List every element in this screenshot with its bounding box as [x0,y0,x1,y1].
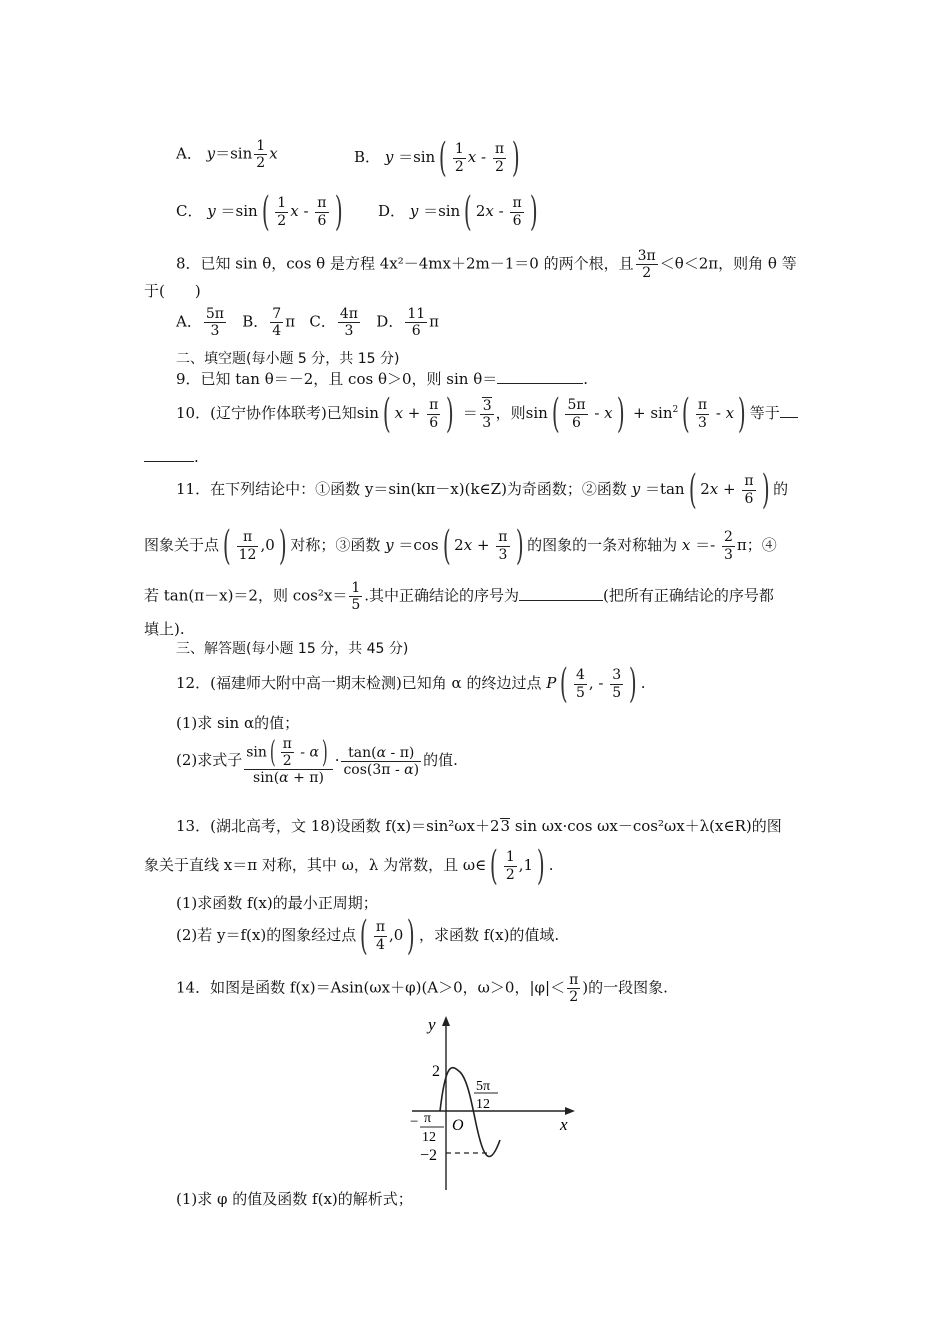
neg-tick-minus: − [410,1114,419,1130]
q13-part2: (2)若 y＝f(x)的图象经过点( $\frac{\pi}{4}$ ,0) ，求函数 f(x)的值域. [176,913,560,959]
neg-tick-num: π [424,1111,432,1126]
q14-part1: (1)求 φ 的值及函数 f(x)的解析式； [176,1190,413,1208]
q8-line2: 于( ) [144,282,201,300]
pos-tick-num: 5π [476,1079,491,1094]
sine-graph-figure [400,1010,590,1194]
q14-stem: 14．如图是函数 f(x)＝Asin(ωx＋φ)(A＞0，ω＞0，|φ|＜ $\frac{\pi}{2}$ )的一段图象. [176,972,668,1006]
ymax-label: 2 [432,1063,440,1080]
q12-part1: (1)求 sin α的值； [176,714,300,732]
q10-line2: . [144,450,199,465]
ymin-label: −2 [420,1147,438,1164]
q12-stem: 12．(福建师大附中高一期末检测)已知角 α 的终边过点 P( $\frac{4}{5}$ , - $\frac{3}{5}$ ) . [176,661,646,707]
q13-part1: (1)求函数 f(x)的最小正周期； [176,894,378,912]
section-2-heading: 二、填空题(每小题 5 分，共 15 分) [176,351,400,367]
q8-line1: 8．已知 sin θ，cos θ 是方程 4x²－4mx＋2m－1＝0 的两个根，且 $\frac{3\pi}{2}$ ＜θ＜2π，则角 θ 等 [176,248,797,282]
q7-option-d: D． y ＝sin( 2x - $\frac{\pi}{6}$ ) [378,189,538,235]
q10-line1: 10．(辽宁协作体联考)已知sin( x + $\frac{\pi}{6}$ ) ＝ $\frac{3}{3}$ ，则sin( $\frac{5\pi}{6}$ - $x) + \sin^2$( $\frac{\pi}{3}$ - x) 等于 [176,394,798,434]
q7-option-a: A． y＝sin $\frac{1}{2}$ x [176,138,278,172]
q13-line1: 13．(湖北高考，文 18)设函数 f(x)＝sin²ωx＋23 sin ωx·cos ωx－cos²ωx＋λ(x∈R)的图 [176,817,782,835]
q8-options: A． $\frac{5\pi}{3}$ B． $\frac{7}{4}$ π C． $\frac{4\pi}{3}$ D． $\frac{11}{6}$ π [176,306,440,340]
q7-option-b: B． y ＝sin( $\frac{1}{2}$ x - $\frac{\pi}{2}$ ) [354,135,520,181]
x-axis-arrow [565,1107,575,1115]
x-axis-label: x [560,1115,568,1134]
q11-line2: 图象关于点( $\frac{\pi}{12}$ ,0) 对称；③函数 y ＝cos( 2x + $\frac{\pi}{3}$ ) 的图象的一条对称轴为 x ＝- $\frac{2}{3}$ π；④ [144,523,777,569]
y-axis-label: y [428,1015,436,1034]
origin-label: O [452,1117,464,1134]
q7-option-c: C． y ＝sin( $\frac{1}{2}$ x - $\frac{\pi}{6}$ ) [176,189,343,235]
q12-part2: (2)求式子 sin( $\frac{\pi}{2}$ - α) sin(α + π) · $\frac{\tan(\alpha - \pi)}{\cos(3\pi - \alpha)}$ 的值. [176,734,458,787]
pos-tick-den: 12 [476,1097,490,1112]
q13-line2: 象关于直线 x＝π 对称，其中 ω，λ 为常数，且 ω∈( $\frac{1}{2}$ ,1) . [144,843,554,889]
q11-line1: 11．在下列结论中：①函数 y＝sin(kπ－x)(k∈Z)为奇函数；②函数 y ＝tan( 2x + $\frac{\pi}{6}$ ) 的 [176,467,789,513]
section-3-heading: 三、解答题(每小题 15 分，共 45 分) [176,641,409,657]
q9: 9．已知 tan θ＝－2，且 cos θ＞0，则 sin θ＝ . [176,370,589,388]
q11-line3: 若 tan(π－x)＝2，则 cos²x＝ $\frac{1}{5}$ .其中正确结论的序号为 (把所有正确结论的序号都 [144,580,774,614]
y-axis-arrow [442,1016,450,1026]
neg-tick-den: 12 [422,1130,436,1145]
sine-curve [440,1068,500,1157]
q11-line4: 填上). [144,620,185,638]
